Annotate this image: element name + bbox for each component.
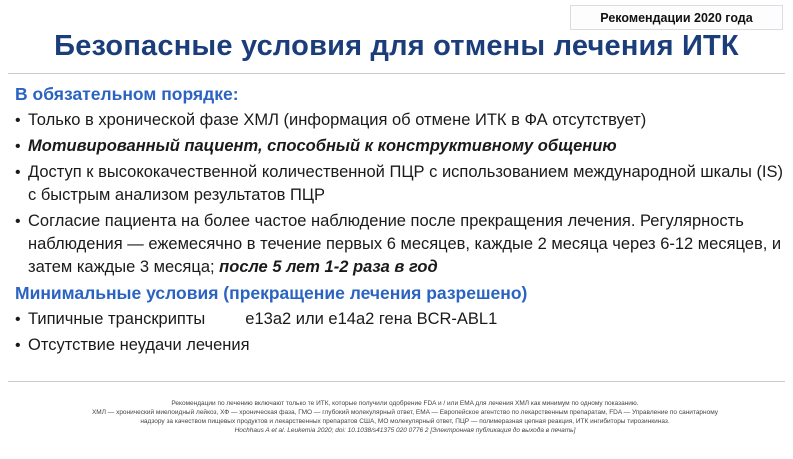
bottom-divider <box>8 381 785 382</box>
footnote-abbreviations: ХМЛ — хронический миелоидный лейкоз, ХФ — хроническая фаза, ГМО — глубокий молекулярный ответ, EMA — Европейское агентство по лекарственным препаратам, FDA — Управление по санитарному надзору за качеством пищевых продуктов и лекарственных препаратов США, МО молекулярный ответ, ПЦР — полимеразная цепная реакция, ИТК ингибиторы тирозинкиназ. <box>91 409 719 425</box>
footnote-reference: Hochhaus A et al. Leukemia 2020; doi: 10.1038/s41375 020 0776 2 [Электронная публикация до выхода в печать] <box>234 427 576 434</box>
slide-title: Безопасные условия для отмены лечения ИТК <box>54 30 739 62</box>
footnotes <box>85 399 725 435</box>
minimal-conditions-heading: Минимальные условия (прекращение лечения разрешено) <box>15 283 528 303</box>
minimal-list <box>15 308 785 357</box>
top-divider <box>8 73 785 74</box>
slide-content <box>15 83 785 360</box>
list-item-transcripts: • Типичные транскрипты e13a2 или e14a2 гена BCR-ABL1 <box>15 308 785 331</box>
list-item-no-failure: • Отсутствие неудачи лечения <box>15 334 785 357</box>
list-item-monitoring-consent: • Согласие пациента на более частое наблюдение после прекращения лечения. Регулярность наблюдения — ежемесячно в течение первых 6 месяцев, каждые 2 месяца через 6-12 месяцев, и затем каждые 3 месяца; после 5 лет 1-2 раза в год <box>15 210 785 279</box>
mandatory-list <box>15 109 785 279</box>
list-item-chronic-phase: • Только в хронической фазе ХМЛ (информация об отмене ИТК в ФА отсутствует) <box>15 109 785 132</box>
mandatory-heading: В обязательном порядке: <box>15 84 239 104</box>
list-item-motivated-patient: • Мотивированный пациент, способный к конструктивному общению <box>15 135 785 158</box>
footnote-approval: Рекомендации по лечению включают только те ИТК, которые получили одобрение FDA и / или EMA для лечения ХМЛ как минимум по одному показанию. <box>171 400 639 407</box>
recommendations-year-badge: Рекомендации 2020 года <box>570 5 783 30</box>
list-item-pcr-access: • Доступ к высококачественной количественной ПЦР с использованием международной шкалы (IS) с быстрым анализом результатов ПЦР <box>15 161 785 207</box>
